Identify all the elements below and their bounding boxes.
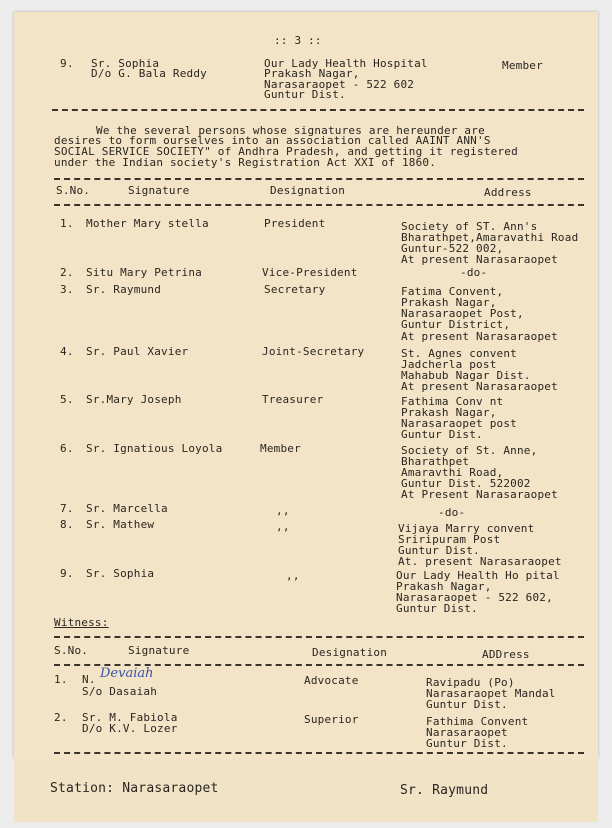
member-address-line: Jadcherla post <box>401 358 497 371</box>
member-number: 5. <box>60 393 74 406</box>
member-name: Sr. Marcella <box>86 502 168 515</box>
member-address-line: Guntur-522 002, <box>401 242 504 255</box>
member-address-line: At present Narasaraopet <box>401 330 558 343</box>
member-name: Sr. Ignatious Loyola <box>86 442 223 455</box>
member-address-line: Guntur Dist. <box>396 602 478 615</box>
member-number: 2. <box>60 266 74 279</box>
witness-header-address: ADDress <box>482 648 530 661</box>
member-designation: ,, <box>276 504 290 517</box>
member-address-line: Sriripuram Post <box>398 533 501 546</box>
page-marker: :: 3 :: <box>274 34 322 47</box>
statement-line: desires to form ourselves into an association called AAINT ANN'S <box>54 134 491 147</box>
witness-header-signature: Signature <box>128 644 190 657</box>
header-sno: S.No. <box>56 184 91 197</box>
member-address-line: Narasaraopet Post, <box>401 307 524 320</box>
entry-number: 9. <box>60 57 74 70</box>
member-name: Sr.Mary Joseph <box>86 393 182 406</box>
member-designation: Secretary <box>264 283 326 296</box>
handwritten-signature: Devaiah <box>100 666 154 681</box>
statement-line: We the several persons whose signatures are hereunder are <box>96 124 485 137</box>
member-address-line: -do- <box>438 506 466 519</box>
station-label: Station: Narasaraopet <box>50 781 219 796</box>
entry-address-line: Our Lady Health Hospital <box>264 57 428 70</box>
witness-address-line: Narasaraopet <box>426 726 508 739</box>
member-address-line: At Present Narasaraopet <box>401 488 558 501</box>
member-designation: ,, <box>286 569 300 582</box>
member-address-line: At. present Narasaraopet <box>398 555 562 568</box>
member-address-line: Mahabub Nagar Dist. <box>401 369 531 382</box>
member-address-line: Our Lady Health Ho pital <box>396 569 560 582</box>
witness-header-designation: Designation <box>312 646 388 659</box>
witness-address-line: Narasaraopet Mandal <box>426 687 556 700</box>
member-address-line: St. Agnes convent <box>401 347 517 360</box>
header-designation: Designation <box>270 184 346 197</box>
member-address-line: Bharathpet,Amaravathi Road <box>401 231 579 244</box>
header-address: Address <box>484 186 532 199</box>
member-name: Situ Mary Petrina <box>86 266 202 279</box>
member-number: 8. <box>60 518 74 531</box>
member-address-line: Narasaraopet - 522 602, <box>396 591 553 604</box>
witness-relation: S/o Dasaiah <box>82 685 158 698</box>
member-address-line: Amaravthi Road, <box>401 466 504 479</box>
member-address-line: Guntur Dist. <box>401 428 483 441</box>
member-address-line: Fathima Conv nt <box>401 395 504 408</box>
statement-line: SOCIAL SERVICE SOCIETY" of Andhra Pradesh, and getting it registered <box>54 145 518 158</box>
witness-address-line: Ravipadu (Po) <box>426 676 515 689</box>
member-address-line: Fatima Convent, <box>401 285 504 298</box>
document-page <box>14 12 598 758</box>
member-address-line: Society of ST. Ann's <box>401 220 538 233</box>
member-address-line: Prakash Nagar, <box>401 296 497 309</box>
member-name: Sr. Mathew <box>86 518 155 531</box>
member-address-line: Society of St. Anne, <box>401 444 538 457</box>
witness-name: N. <box>82 673 96 686</box>
member-address-line: Narasaraopet post <box>401 417 517 430</box>
witness-address-line: Guntur Dist. <box>426 698 508 711</box>
entry-address-line: Prakash Nagar, <box>264 67 360 80</box>
witness-address-line: Fathima Convent <box>426 715 529 728</box>
divider <box>52 109 584 111</box>
member-designation: Joint-Secretary <box>262 345 365 358</box>
member-address-line: Prakash Nagar, <box>401 406 497 419</box>
member-address-line: -do- <box>460 266 488 279</box>
divider <box>54 636 584 638</box>
divider <box>54 204 584 206</box>
footer-strip <box>14 758 598 822</box>
signatory-name: Sr. Raymund <box>400 783 489 798</box>
witness-title: Witness: <box>54 616 109 629</box>
member-designation: Member <box>260 442 301 455</box>
entry-name: Sr. Sophia <box>91 57 160 70</box>
header-signature: Signature <box>128 184 190 197</box>
witness-designation: Advocate <box>304 674 359 687</box>
member-number: 3. <box>60 283 74 296</box>
member-designation: President <box>264 217 326 230</box>
member-name: Mother Mary stella <box>86 217 209 230</box>
witness-number: 2. <box>54 711 68 724</box>
member-number: 9. <box>60 567 74 580</box>
witness-number: 1. <box>54 673 68 686</box>
entry-address-line: Narasaraopet - 522 602 <box>264 78 415 91</box>
member-address-line: Vijaya Marry convent <box>398 522 535 535</box>
member-designation: ,, <box>276 520 290 533</box>
member-address-line: Bharathpet <box>401 455 470 468</box>
witness-header-sno: S.No. <box>54 644 89 657</box>
member-number: 1. <box>60 217 74 230</box>
member-designation: Vice-President <box>262 266 358 279</box>
statement-line: under the Indian society's Registration Act XXI of 1860. <box>54 156 437 169</box>
member-number: 6. <box>60 442 74 455</box>
witness-address-line: Guntur Dist. <box>426 737 508 750</box>
member-name: Sr. Paul Xavier <box>86 345 189 358</box>
entry-address-line: Guntur Dist. <box>264 88 346 101</box>
member-number: 7. <box>60 502 74 515</box>
member-address-line: Guntur Dist. 522002 <box>401 477 531 490</box>
member-name: Sr. Raymund <box>86 283 162 296</box>
member-address-line: Prakash Nagar, <box>396 580 492 593</box>
witness-relation: D/o K.V. Lozer <box>82 722 178 735</box>
member-number: 4. <box>60 345 74 358</box>
member-address-line: Guntur District, <box>401 318 511 331</box>
member-name: Sr. Sophia <box>86 567 155 580</box>
member-address-line: Guntur Dist. <box>398 544 480 557</box>
divider <box>54 178 584 180</box>
divider <box>54 752 584 754</box>
witness-designation: Superior <box>304 713 359 726</box>
member-address-line: At present Narasaraopet <box>401 380 558 393</box>
witness-name: Sr. M. Fabiola <box>82 711 178 724</box>
entry-role: Member <box>502 59 543 72</box>
member-designation: Treasurer <box>262 393 324 406</box>
entry-relation: D/o G. Bala Reddy <box>91 67 207 80</box>
member-address-line: At present Narasaraopet <box>401 253 558 266</box>
